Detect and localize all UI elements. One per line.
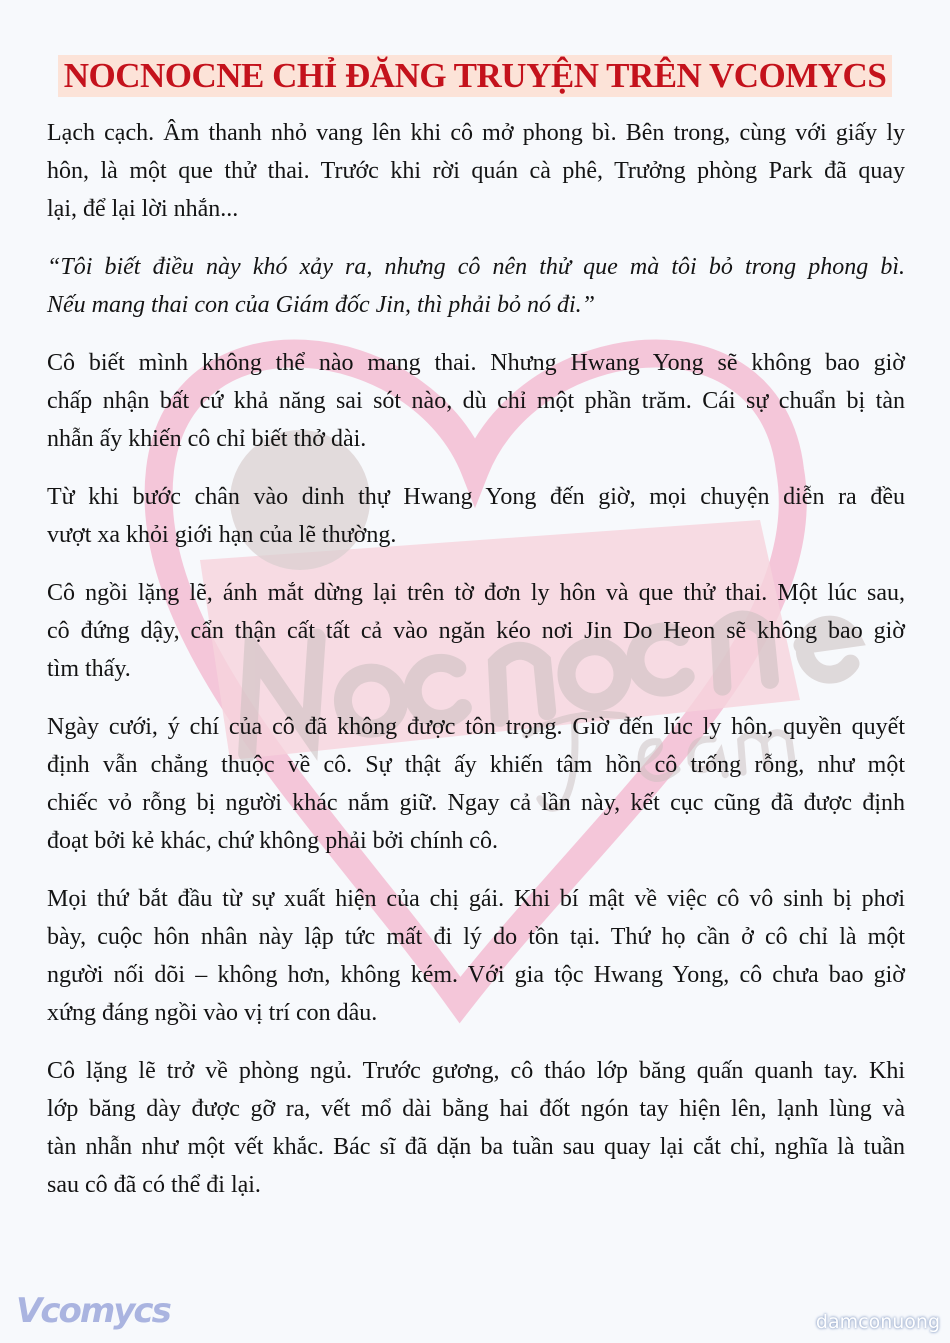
paragraph xyxy=(47,478,905,554)
text-line: lại, để lại lời nhắn... xyxy=(47,196,239,222)
text-line: Mọi thứ bắt đầu từ sự xuất hiện của chị gái. Khi bí mật về việc cô vô sinh bị phơi xyxy=(47,886,905,912)
text-line: cô đứng dậy, cẩn thận cất tất cả vào ngăn kéo nơi Jin Do Heon sẽ không bao giờ xyxy=(47,618,905,644)
paragraph xyxy=(47,1052,905,1204)
text-line: hôn, là một que thử thai. Trước khi rời quán cà phê, Trưởng phòng Park đã quay xyxy=(47,158,905,184)
text-line: sau cô đã có thể đi lại. xyxy=(47,1172,261,1198)
text-line: Lạch cạch. Âm thanh nhỏ vang lên khi cô mở phong bì. Bên trong, cùng với giấy ly xyxy=(47,120,905,146)
text-line: Từ khi bước chân vào dinh thự Hwang Yong đến giờ, mọi chuyện diễn ra đều xyxy=(47,484,905,510)
text-line: Nếu mang thai con của Giám đốc Jin, thì phải bỏ nó đi.” xyxy=(47,292,595,318)
text-line: “Tôi biết điều này khó xảy ra, nhưng cô nên thử que mà tôi bỏ trong phong bì. xyxy=(47,254,905,280)
quote-paragraph xyxy=(47,248,905,324)
damconuong-watermark: damconuong xyxy=(815,1311,940,1333)
paragraph xyxy=(47,344,905,458)
paragraph xyxy=(47,880,905,1032)
text-line: người nối dõi – không hơn, không kém. Với gia tộc Hwang Yong, cô chưa bao giờ xyxy=(47,962,905,988)
paragraph xyxy=(47,708,905,860)
text-line: tàn nhẫn như một vết khắc. Bác sĩ đã dặn ba tuần sau quay lại cắt chỉ, nghĩa là tuần xyxy=(47,1134,905,1160)
text-line: chiếc vỏ rỗng bị người khác nắm giữ. Ngay cả lần này, kết cục cũng đã được định xyxy=(47,790,905,816)
page-title: NOCNOCNE CHỈ ĐĂNG TRUYỆN TRÊN VCOMYCS xyxy=(58,55,893,97)
text-line: vượt xa khỏi giới hạn của lẽ thường. xyxy=(47,522,397,548)
text-line: Cô ngồi lặng lẽ, ánh mắt dừng lại trên tờ đơn ly hôn và que thử thai. Một lúc sau, xyxy=(47,580,905,606)
paragraph xyxy=(47,114,905,228)
paragraph xyxy=(47,574,905,688)
text-line: chấp nhận bất cứ khả năng sai sót nào, dù chỉ một phần trăm. Cái sự chuẩn bị tàn xyxy=(47,388,905,414)
text-line: định vẫn chẳng thuộc về cô. Sự thật ấy khiến tâm hồn cô trống rỗng, như một xyxy=(47,752,905,778)
story-text xyxy=(47,114,905,1224)
text-line: Ngày cưới, ý chí của cô đã không được tôn trọng. Giờ đến lúc ly hôn, quyền quyết xyxy=(47,714,905,740)
text-line: nhẫn ấy khiến cô chỉ biết thở dài. xyxy=(47,426,367,452)
text-line: lớp băng dày được gỡ ra, vết mổ dài bằng hai đốt ngón tay hiện lên, lạnh lùng và xyxy=(47,1096,905,1122)
text-line: đoạt bởi kẻ khác, chứ không phải bởi chính cô. xyxy=(47,828,498,854)
page-header xyxy=(0,55,950,97)
text-line: Cô biết mình không thể nào mang thai. Nhưng Hwang Yong sẽ không bao giờ xyxy=(47,350,905,376)
vcomycs-logo: Vcomycs xyxy=(16,1291,170,1331)
text-line: xứng đáng ngồi vào vị trí con dâu. xyxy=(47,1000,378,1026)
text-line: bày, cuộc hôn nhân này lập tức mất đi lý do tồn tại. Thứ họ cần ở cô chỉ là một xyxy=(47,924,905,950)
text-line: Cô lặng lẽ trở về phòng ngủ. Trước gương, cô tháo lớp băng quấn quanh tay. Khi xyxy=(47,1058,905,1084)
text-line: tìm thấy. xyxy=(47,656,131,682)
